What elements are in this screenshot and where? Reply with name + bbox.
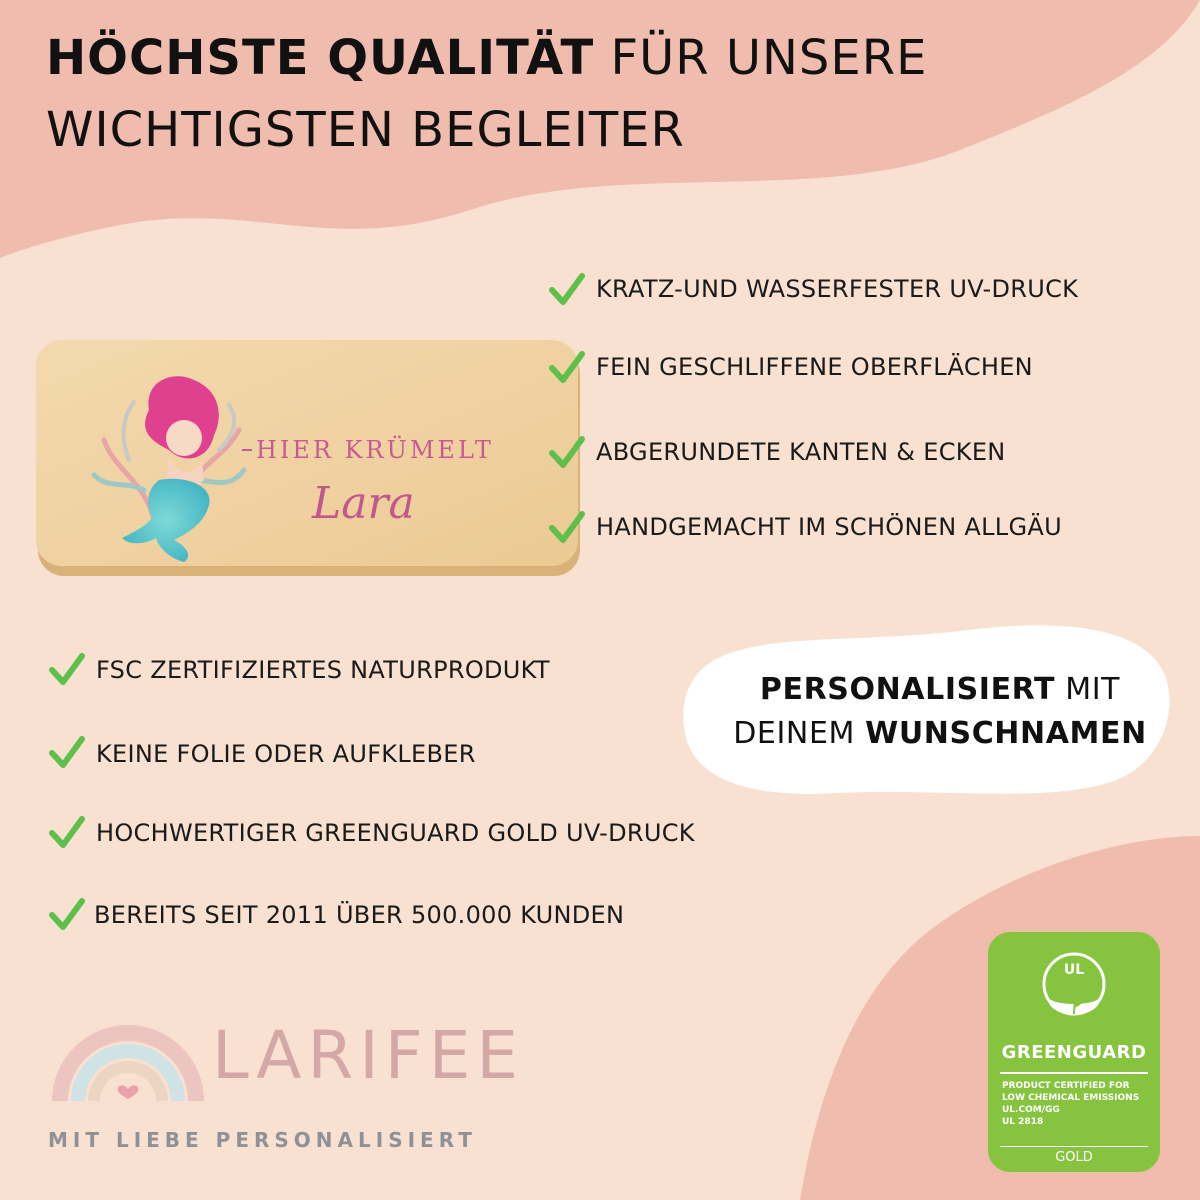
greenguard-cert [1002,1080,1152,1128]
feature-since-2011: BEREITS SEIT 2011 ÜBER 500.000 KUNDEN [94,901,625,929]
headline-bold: HÖCHSTE QUALITÄT [46,30,595,86]
mermaid-face [166,420,202,456]
feature-uv-print: KRATZ-UND WASSERFESTER UV-DRUCK [596,275,1079,303]
headline-rest: FÜR UNSERE [594,30,928,86]
badge-divider [1000,1146,1148,1147]
check-icon [548,270,586,308]
greenguard-level: GOLD [1055,1150,1093,1165]
check-icon [548,508,586,546]
personalized-normal1: MIT [1055,672,1121,707]
cert-line: LOW CHEMICAL EMISSIONS [1002,1093,1140,1103]
greenguard-badge [988,932,1160,1172]
badge-divider [1000,1072,1148,1074]
greenguard-title: GREENGUARD [1001,1042,1147,1063]
check-icon [548,433,586,471]
feature-rounded-edges: ABGERUNDETE KANTEN & ECKEN [596,438,1006,466]
feature-no-foil: KEINE FOLIE ODER AUFKLEBER [96,740,476,768]
cert-line: UL.COM/GG [1002,1105,1060,1115]
brand-name: LARIFEE [212,1017,525,1094]
personalized-normal2: DEINEM [733,716,866,751]
check-icon [48,813,86,851]
check-icon [48,650,86,688]
headline-line2: WICHTIGSTEN BEGLEITER [46,102,685,158]
personalized-bold2: WUNSCHNAMEN [865,716,1147,751]
board-line1: HIER KRÜMELT [256,436,494,464]
brand-tagline: MIT LIEBE PERSONALISIERT [48,1128,477,1152]
cert-line: PRODUCT CERTIFIED FOR [1002,1081,1130,1091]
cert-line: UL 2818 [1002,1117,1044,1127]
personalized-text [690,668,1190,756]
check-icon [48,733,86,771]
ul-leaf-icon [1034,948,1114,1036]
check-icon [548,348,586,386]
headline [46,22,1146,166]
feature-fsc: FSC ZERTIFIZIERTES NATURPRODUKT [96,656,550,684]
product-board [34,340,584,580]
feature-greenguard-print: HOCHWERTIGER GREENGUARD GOLD UV-DRUCK [96,819,695,847]
ul-mark: UL [1063,962,1085,978]
feature-surfaces: FEIN GESCHLIFFENE OBERFLÄCHEN [596,353,1033,381]
feature-handmade: HANDGEMACHT IM SCHÖNEN ALLGÄU [596,513,1062,541]
personalized-bold1: PERSONALISIERT [759,672,1056,707]
rainbow-icon [48,1005,208,1105]
board-name: Lara [312,478,415,529]
check-icon [48,895,86,933]
